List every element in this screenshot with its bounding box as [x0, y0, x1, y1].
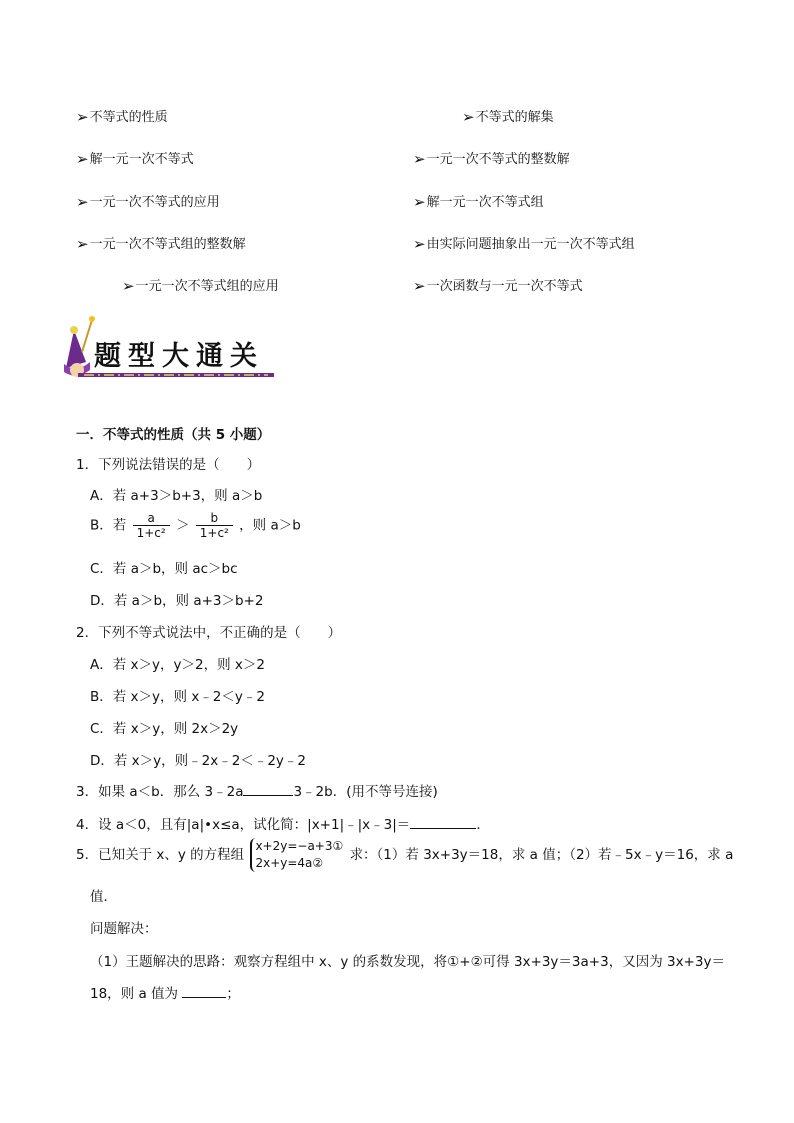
- question-4: 4．设 a＜0，且有|a|•x≤a，试化简：|x+1|﹣|x﹣3|＝ ．: [76, 817, 490, 833]
- section-banner: [60, 312, 280, 382]
- topic-item: ➢解一元一次不等式组: [413, 193, 544, 211]
- topic-item: ➢不等式的解集: [462, 108, 554, 126]
- equation-system: x+2y=−a+3① 2x+y=4a②: [250, 838, 343, 872]
- answer-blank[interactable]: [410, 816, 476, 829]
- question-5: 5．已知关于 x、y 的方程组 x+2y=−a+3① 2x+y=4a② 求：（1）若 3x+3y＝18，求 a 值；（2）若﹣5x﹣y＝16，求 a: [76, 839, 734, 870]
- question-1-stem: 1．下列说法错误的是（ ）: [76, 457, 261, 473]
- option-1a: A．若 a+3＞b+3，则 a＞b: [90, 488, 263, 504]
- topic-item: ➢不等式的性质: [76, 108, 168, 126]
- topic-item: ➢一元一次不等式的应用: [76, 193, 220, 211]
- banner-underline: [78, 370, 278, 380]
- arrow-icon: ➢: [76, 235, 89, 253]
- arrow-icon: ➢: [413, 235, 426, 253]
- option-1d: D．若 a＞b，则 a+3＞b+2: [90, 593, 264, 609]
- option-1c: C．若 a＞b，则 ac＞bc: [90, 561, 238, 577]
- option-2c: C．若 x＞y，则 2x＞2y: [90, 721, 239, 737]
- arrow-icon: ➢: [413, 193, 426, 211]
- topic-item: ➢一元一次不等式组的整数解: [76, 235, 246, 253]
- question-5-cont: 值．: [90, 889, 117, 905]
- section-title: 一．不等式的性质（共 5 小题）: [76, 427, 271, 443]
- topic-item: ➢由实际问题抽象出一元一次不等式组: [413, 235, 635, 253]
- arrow-icon: ➢: [122, 277, 135, 295]
- solve-step-1: （1）王题解决的思路：观察方程组中 x、y 的系数发现，将①+②可得 3x+3y＝3a+3，又因为 3x+3y＝: [90, 954, 725, 970]
- option-2a: A．若 x＞y，y＞2，则 x＞2: [90, 657, 265, 673]
- answer-blank[interactable]: [243, 783, 293, 796]
- arrow-icon: ➢: [413, 277, 426, 295]
- arrow-icon: ➢: [76, 193, 89, 211]
- answer-blank[interactable]: [182, 985, 226, 998]
- fraction-a: $\frac{a}{\text{1+c²}}$: [133, 511, 170, 540]
- topic-item: ➢一次函数与一元一次不等式: [413, 277, 583, 295]
- fraction-b: $\frac{b}{\text{1+c²}}$: [196, 511, 233, 540]
- topic-item: ➢一元一次不等式组的应用: [122, 277, 279, 295]
- option-2d: D．若 x＞y，则﹣2x﹣2＜﹣2y﹣2: [90, 753, 306, 769]
- question-3: 3．如果 a＜b．那么 3﹣2a 3﹣2b．(用不等号连接): [76, 784, 438, 800]
- arrow-icon: ➢: [76, 108, 89, 126]
- banner-title: 题型大通关: [94, 341, 264, 372]
- option-1b: B．若 $\frac{a}{\text{1+c²}}$ ＞ $\frac{b}{\text{1+c²}}$ ，则 a＞b: [90, 511, 301, 540]
- topic-item: ➢一元一次不等式的整数解: [413, 150, 570, 168]
- arrow-icon: ➢: [413, 150, 426, 168]
- solve-step-1b: 18，则 a 值为 ；: [90, 986, 240, 1002]
- arrow-icon: ➢: [76, 150, 89, 168]
- topic-item: ➢解一元一次不等式: [76, 150, 194, 168]
- solve-title: 问题解决：: [90, 921, 158, 937]
- question-2-stem: 2．下列不等式说法中，不正确的是（ ）: [76, 625, 342, 641]
- option-2b: B．若 x＞y，则 x﹣2＜y﹣2: [90, 689, 265, 705]
- arrow-icon: ➢: [462, 108, 475, 126]
